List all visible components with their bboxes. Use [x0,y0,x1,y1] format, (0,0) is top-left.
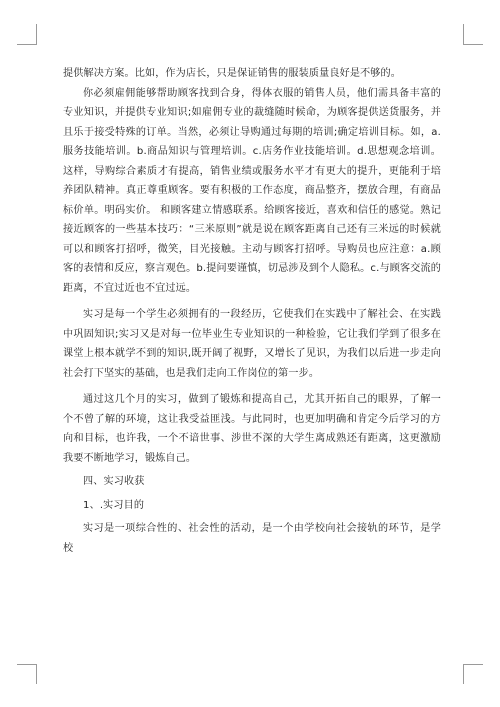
crop-mark-top-left-vertical [36,24,37,44]
document-body [63,64,441,558]
paragraph-continuation: 提供解决方案。比如，作为店长，只是保证销售的服装质量良好是不够的。 [63,68,402,79]
paragraph-internship-purpose: 实习是一项综合性的、社会性的活动，是一个由学校向社会接轨的环节，是学校 [63,523,441,554]
crop-mark-bottom-right-horizontal [463,664,483,665]
crop-mark-bottom-right-vertical [463,664,464,684]
section-heading-gains: 四、实习收获 [83,476,145,487]
crop-mark-bottom-left-horizontal [17,664,37,665]
crop-mark-top-right-horizontal [463,44,483,45]
paragraph-sales-staff: 你必须雇佣能够帮助顾客找到合身，得体衣服的销售人员，他们需具备丰富的专业知识，并提供专业知识;如雇佣专业的裁缝随时候命，为顾客提供送货服务，并且乐于接受特殊的订单。当然，必须让导购通过每期的培训;确定培训目标。如，a.服务技能培训。b.商品知识与管理培训。c.店务作业技能培训。d.思想观念培训。 这样，导购综合素质才有提高，销售业绩或服务水平才有更大的提升，更能利于培养团队精神。真正尊重顾客。要有积极的工作态度，商品整齐，摆放合理，有商品标价单。明码实价。 和顾客建立情感联系。给顾客接近，喜欢和信任的感觉。熟记接近顾客的一些基本技巧：“三米原则”就是说在顾客距离自己还有三米远的时候就可以和顾客打招呼，微笑，目光接触。主动与顾客打招呼。导购员也应注意：a.顾客的表情和反应，察言观色。b.提问要谨慎，切忌涉及到个人隐私。c.与顾客交流的距离，不宜过近也不宜过远。 [63,87,441,294]
paragraph-internship-reflection: 通过这几个月的实习，做到了锻炼和提高自己，尤其开拓自己的眼界，了解一个不曾了解的环境，这让我受益匪浅。与此同时，也更加明确和肯定今后学习的方向和目标，也许我，一个不谙世事、涉世不深的大学生离成熟还有距离，这更激励我要不断地学习，锻炼自己。 [63,394,441,464]
paragraph-internship-meaning: 实习是每一个学生必须拥有的一段经历，它使我们在实践中了解社会、在实践中巩固知识;实习又是对每一位毕业生专业知识的一种检验，它让我们学到了很多在课堂上根本就学不到的知识,既开阔了视野，又增长了见识，为我们以后进一步走向社会打下坚实的基础，也是我们走向工作岗位的第一步。 [63,309,441,379]
crop-mark-bottom-left-vertical [36,664,37,684]
crop-mark-top-left-horizontal [17,44,37,45]
crop-mark-top-right-vertical [463,24,464,44]
subsection-heading-purpose: 1、.实习目的 [83,499,145,511]
